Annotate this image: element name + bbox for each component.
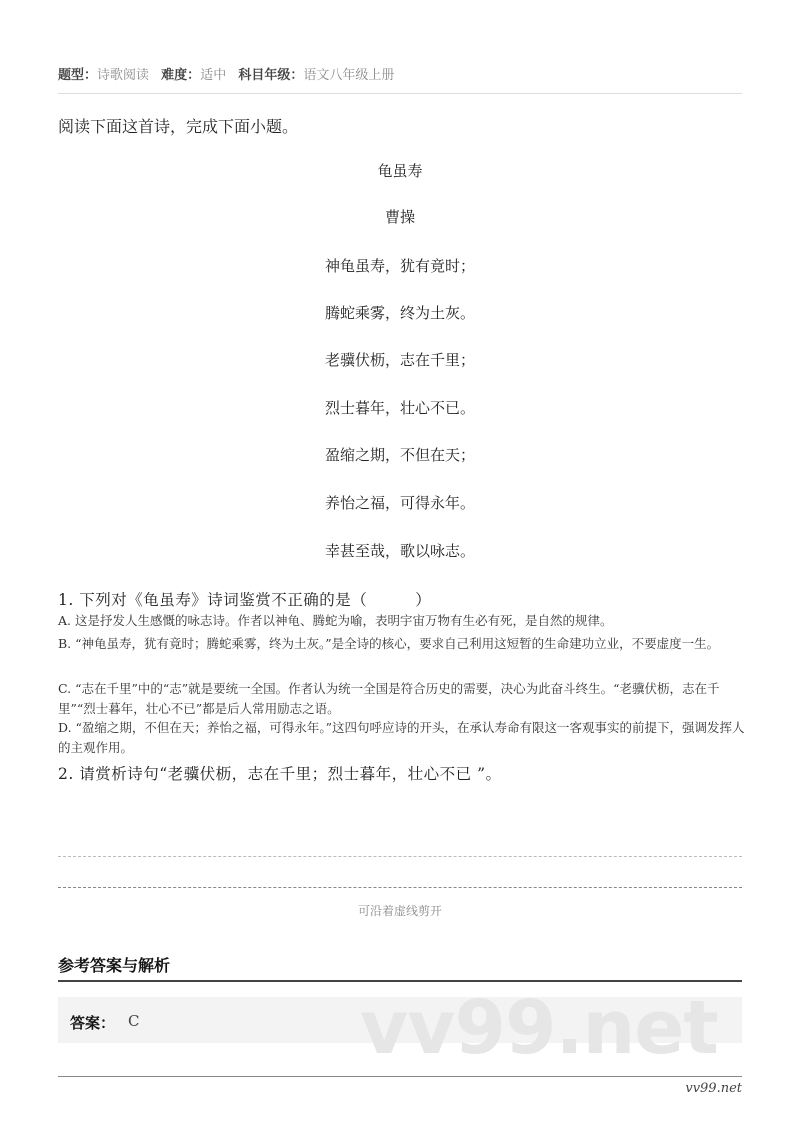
watermark: vv99.net xyxy=(360,985,718,1071)
answer-divider xyxy=(58,980,742,982)
poem-line: 神龟虽寿，犹有竟时； xyxy=(324,257,475,275)
answer-value: C xyxy=(128,1012,140,1030)
subject-value: 语文八年级上册 xyxy=(303,68,395,83)
option-a: A. 这是抒发人生感慨的咏志诗。作者以神龟、腾蛇为喻，表明宇宙万物有生必有死，是自然的规律。 xyxy=(58,613,613,628)
answer-line xyxy=(58,856,742,857)
cut-hint: 可沿着虚线剪开 xyxy=(357,904,442,918)
footer-divider xyxy=(58,1076,742,1077)
footer-site: vv99.net xyxy=(685,1081,742,1096)
subject-label: 科目年级： xyxy=(238,68,304,83)
poem-author: 曹操 xyxy=(384,208,415,226)
poem-line: 盈缩之期，不但在天； xyxy=(324,446,475,464)
option-b: B. “神龟虽寿，犹有竟时；腾蛇乘雾，终为土灰。”是全诗的核心，要求自己利用这短暂的生命建功立业，不要虚度一生。 xyxy=(58,636,720,651)
poem-line: 烈士暮年，壮心不已。 xyxy=(324,399,475,417)
option-c: C. “志在千里”中的“志”就是要统一全国。作者认为统一全国是符合历史的需要，决心为此奋斗终生。“老骥伏枥，志在千里”“烈士暮年，壮心不已”都是后人常用励志之语。 xyxy=(58,681,720,716)
answer-label: 答案： xyxy=(70,1014,116,1032)
answer-heading: 参考答案与解析 xyxy=(58,956,171,975)
type-value: 诗歌阅读 xyxy=(97,68,150,83)
question-1-stem: 1. 下列对《龟虽寿》诗词鉴赏不正确的是（ ） xyxy=(58,591,432,609)
intro-text: 阅读下面这首诗，完成下面小题。 xyxy=(58,117,299,136)
header-divider xyxy=(58,93,742,94)
difficulty-label: 难度： xyxy=(161,68,201,83)
difficulty-value: 适中 xyxy=(200,68,227,83)
poem-line: 腾蛇乘雾，终为土灰。 xyxy=(324,304,475,322)
type-label: 题型： xyxy=(58,68,98,83)
option-d: D. “盈缩之期，不但在天；养怡之福，可得永年。”这四句呼应诗的开头，在承认寿命有限这一客观事实的前提下，强调发挥人的主观作用。 xyxy=(58,720,745,755)
poem-line: 幸甚至哉，歌以咏志。 xyxy=(324,542,475,560)
poem-line: 养怡之福，可得永年。 xyxy=(324,494,475,512)
question-meta xyxy=(58,64,394,83)
poem-line: 老骥伏枥，志在千里； xyxy=(324,351,475,369)
question-2-stem: 2. 请赏析诗句“老骥伏枥，志在千里；烈士暮年，壮心不已 ”。 xyxy=(58,765,502,783)
cut-line xyxy=(58,887,742,888)
poem-title: 龟虽寿 xyxy=(377,162,423,180)
